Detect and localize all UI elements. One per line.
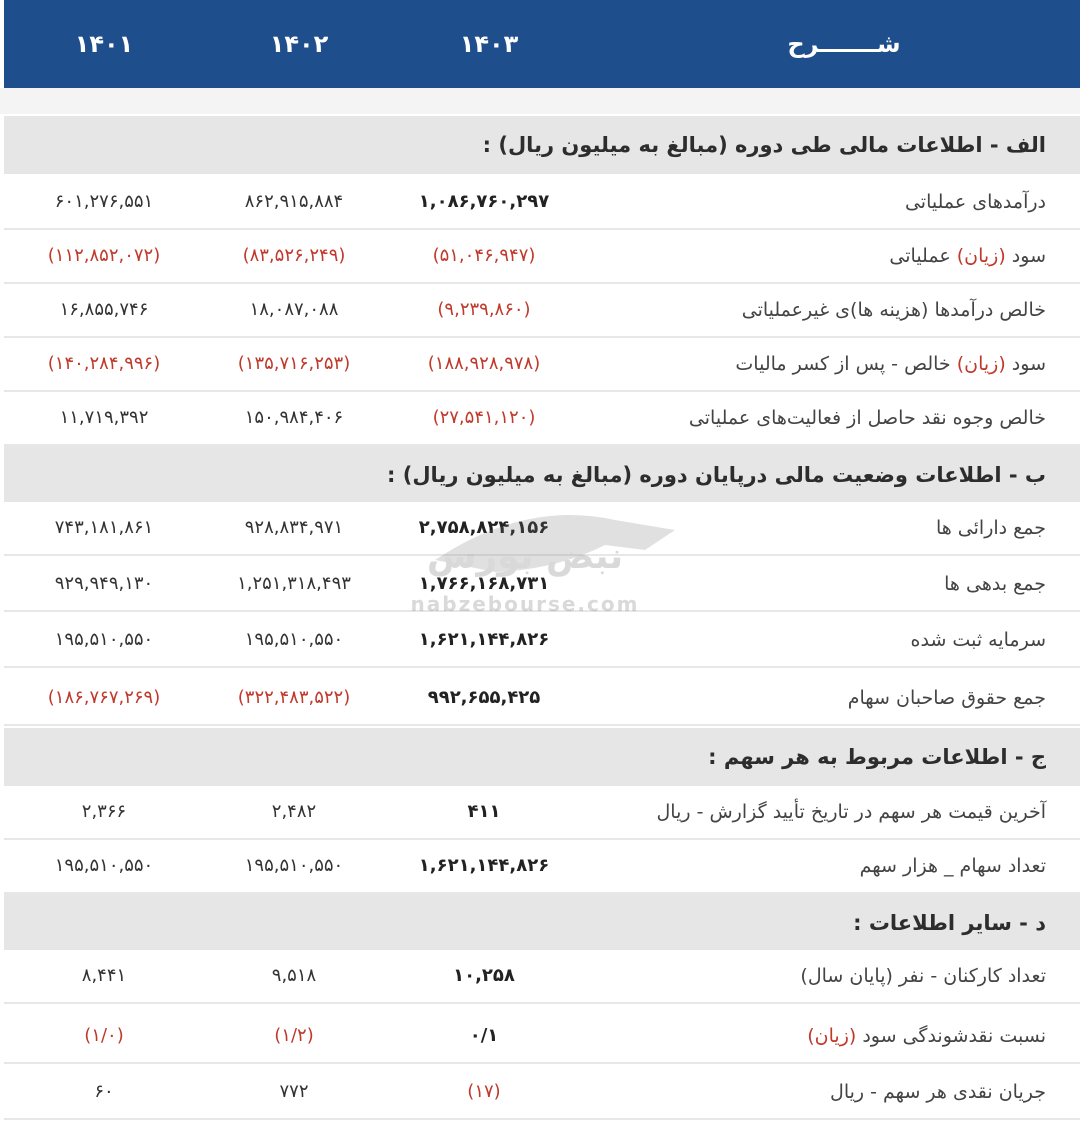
value-1402: ۱۹۵,۵۱۰,۵۵۰ (244, 855, 344, 876)
row-label: جمع حقوق صاحبان سهام (847, 687, 1046, 709)
value-1401: ۶۰ (94, 1081, 114, 1102)
table-header (4, 0, 1080, 88)
value-1401: ۱۱,۷۱۹,۳۹۲ (59, 407, 149, 428)
label-loss-text: (زیان) (956, 353, 1006, 375)
section-title: ب - اطلاعات وضعیت مالی درپایان دوره (مبالغ به میلیون ریال) : (387, 463, 1046, 487)
table-row (4, 558, 1080, 612)
row-label: درآمدهای عملیاتی (904, 191, 1046, 213)
value-1403: ۱۰,۲۵۸ (453, 965, 515, 986)
row-label: آخرین قیمت هر سهم در تاریخ تأیید گزارش - ریال (656, 801, 1046, 823)
section-header (4, 894, 1080, 952)
label-text: خالص - پس از کسر مالیات (735, 353, 957, 375)
value-1403: ۱,۶۲۱,۱۴۴,۸۲۶ (418, 629, 550, 650)
value-1403: ۲,۷۵۸,۸۲۴,۱۵۶ (418, 517, 550, 538)
value-1401: ۱۶,۸۵۵,۷۴۶ (59, 299, 149, 320)
table-row (4, 338, 1080, 392)
value-1401: ۹۲۹,۹۴۹,۱۳۰ (54, 573, 154, 594)
row-label: جمع دارائی ها (935, 517, 1046, 539)
row-label (807, 1010, 1046, 1062)
value-1402: ۹۲۸,۸۳۴,۹۷۱ (244, 517, 344, 538)
value-1401: ۶۰۱,۲۷۶,۵۵۱ (54, 191, 154, 212)
value-1402: ۸۶۲,۹۱۵,۸۸۴ (244, 191, 344, 212)
section-header (4, 728, 1080, 786)
label-text: سود (1005, 245, 1046, 267)
row-label: تعداد سهام _ هزار سهم (859, 855, 1046, 877)
value-1401: (۱۸۶,۷۶۷,۲۶۹) (47, 687, 161, 708)
value-1401: (۱۴۰,۲۸۴,۹۹۶) (47, 353, 161, 374)
table-row (4, 786, 1080, 840)
section-title: الف - اطلاعات مالی طی دوره (مبالغ به میلیون ریال) : (482, 133, 1046, 157)
value-1403: (۲۷,۵۴۱,۱۲۰) (432, 407, 536, 428)
row-label: خالص درآمدها (هزینه ها)ی غیرعملیاتی (741, 299, 1046, 321)
table-row (4, 230, 1080, 284)
section-title: د - سایر اطلاعات : (853, 911, 1046, 935)
value-1401: ۱۹۵,۵۱۰,۵۵۰ (54, 629, 154, 650)
row-label: تعداد کارکنان - نفر (پایان سال) (800, 965, 1046, 987)
watermark-logo: نبض بورس (426, 536, 624, 577)
table-row (4, 284, 1080, 338)
table-row (4, 1066, 1080, 1120)
row-label: سرمایه ثبت شده (910, 629, 1046, 651)
table-row (4, 614, 1080, 668)
value-1402: ۱,۲۵۱,۳۱۸,۴۹۳ (237, 573, 351, 594)
value-1402: (۱/۲) (274, 1025, 314, 1046)
watermark-site: nabzebourse.com (410, 592, 640, 616)
value-1401: ۷۴۳,۱۸۱,۸۶۱ (54, 517, 154, 538)
value-1402: ۱۵۰,۹۸۴,۴۰۶ (244, 407, 344, 428)
value-1403: (۵۱,۰۴۶,۹۴۷) (432, 245, 536, 266)
value-1403: (۱۸۸,۹۲۸,۹۷۸) (427, 353, 541, 374)
value-1403: (۹,۲۳۹,۸۶۰) (437, 299, 531, 320)
label-loss-text: (زیان) (807, 1025, 857, 1047)
value-1403: ۴۱۱ (467, 801, 501, 822)
value-1402: ۹,۵۱۸ (271, 965, 317, 986)
table-row (4, 1010, 1080, 1064)
row-label: جریان نقدی هر سهم - ریال (830, 1081, 1046, 1103)
label-text: نسبت نقدشوندگی سود (856, 1025, 1046, 1047)
value-1401: ۲,۳۶۶ (81, 801, 127, 822)
label-text: سود (1005, 353, 1046, 375)
value-1403: ۱,۷۶۶,۱۶۸,۷۳۱ (418, 573, 550, 594)
row-label (889, 230, 1046, 282)
value-1403: ۱,۶۲۱,۱۴۴,۸۲۶ (418, 855, 550, 876)
header-description: شـــــــرح (787, 30, 901, 58)
value-1402: ۱۹۵,۵۱۰,۵۵۰ (244, 629, 344, 650)
value-1401: (۱۱۲,۸۵۲,۰۷۲) (47, 245, 161, 266)
header-spacer (0, 88, 1080, 114)
value-1403: ۱,۰۸۶,۷۶۰,۲۹۷ (418, 191, 550, 212)
table-row (4, 392, 1080, 446)
row-label (735, 338, 1046, 390)
value-1402: ۲,۴۸۲ (271, 801, 317, 822)
row-label: خالص وجوه نقد حاصل از فعالیت‌های عملیاتی (688, 407, 1046, 429)
header-year-1401: ۱۴۰۱ (74, 30, 134, 58)
value-1402: (۸۳,۵۲۶,۲۴۹) (242, 245, 346, 266)
value-1402: ۱۸,۰۸۷,۰۸۸ (249, 299, 339, 320)
header-year-1403: ۱۴۰۳ (459, 30, 519, 58)
table-row (4, 840, 1080, 894)
table-row (4, 672, 1080, 726)
table-row (4, 176, 1080, 230)
label-text: عملیاتی (889, 245, 957, 267)
table-row (4, 502, 1080, 556)
header-year-1402: ۱۴۰۲ (269, 30, 329, 58)
value-1402: (۱۳۵,۷۱۶,۲۵۳) (237, 353, 351, 374)
section-title: ج - اطلاعات مربوط به هر سهم : (708, 745, 1046, 769)
label-loss-text: (زیان) (956, 245, 1006, 267)
value-1403: ۰/۱ (469, 1025, 499, 1046)
value-1402: ۷۷۲ (279, 1081, 309, 1102)
section-header (4, 116, 1080, 174)
value-1403: (۱۷) (467, 1081, 501, 1102)
row-label: جمع بدهی ها (944, 573, 1046, 595)
value-1401: ۸,۴۴۱ (81, 965, 127, 986)
section-header (4, 446, 1080, 504)
value-1402: (۳۲۲,۴۸۳,۵۲۲) (237, 687, 351, 708)
value-1403: ۹۹۲,۶۵۵,۴۲۵ (427, 687, 541, 708)
value-1401: ۱۹۵,۵۱۰,۵۵۰ (54, 855, 154, 876)
table-row (4, 950, 1080, 1004)
value-1401: (۱/۰) (84, 1025, 124, 1046)
